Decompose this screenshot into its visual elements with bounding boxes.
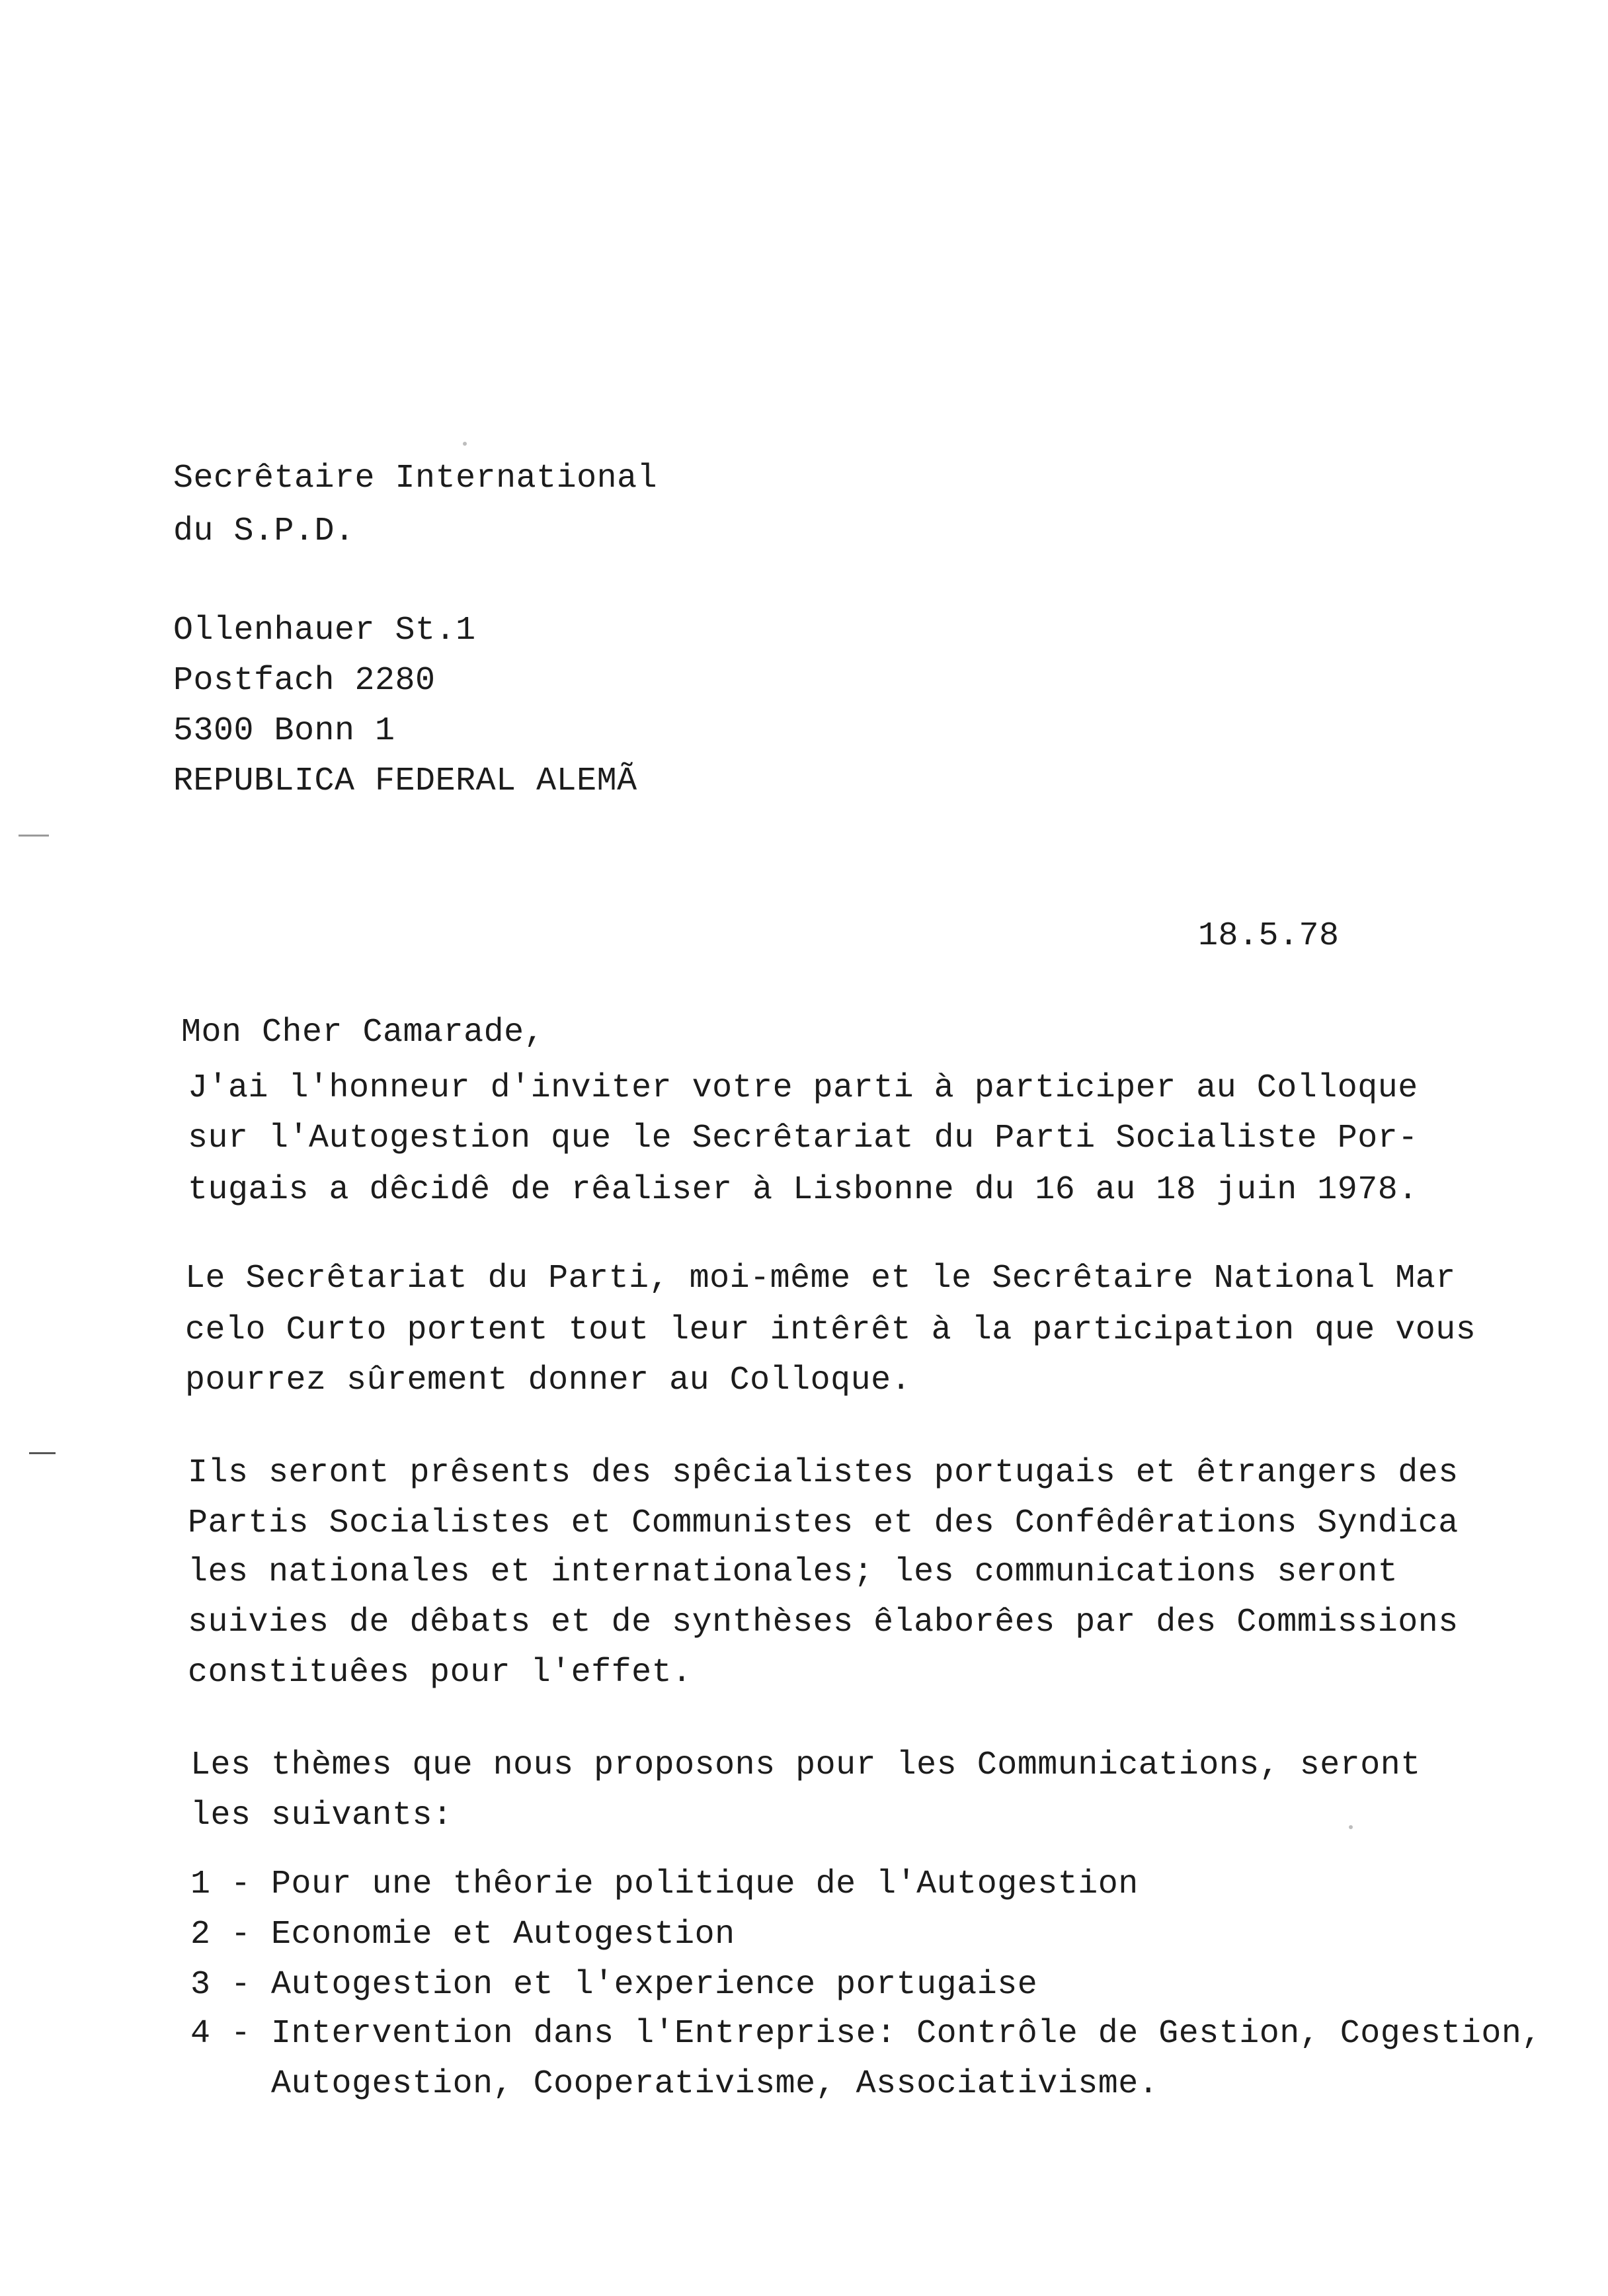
theme-item-3: 3 - Autogestion et l'experience portugaise bbox=[190, 1966, 1038, 2004]
theme-item-2: 2 - Economie et Autogestion bbox=[190, 1916, 735, 1953]
paragraph-1-line: sur l'Autogestion que le Secrêtariat du Parti Socialiste Por- bbox=[188, 1120, 1418, 1157]
recipient-line-2: du S.P.D. bbox=[173, 512, 355, 550]
paragraph-2-line: Le Secrêtariat du Parti, moi-même et le Secrêtaire National Mar bbox=[185, 1260, 1456, 1297]
theme-item-1: 1 - Pour une thêorie politique de l'Autogestion bbox=[190, 1866, 1139, 1903]
paragraph-3-line: Ils seront prêsents des spêcialistes portugais et êtrangers des bbox=[188, 1454, 1459, 1492]
address-line-3: 5300 Bonn 1 bbox=[173, 712, 395, 750]
scan-speck bbox=[463, 442, 467, 446]
paragraph-4-line: les suivants: bbox=[190, 1797, 453, 1834]
theme-item-4: 4 - Intervention dans l'Entreprise: Contrôle de Gestion, Cogestion, bbox=[190, 2015, 1542, 2053]
theme-item-4-continuation: Autogestion, Cooperativisme, Associativisme. bbox=[190, 2065, 1159, 2103]
paragraph-4-line: Les thèmes que nous proposons pour les Communications, seront bbox=[190, 1746, 1421, 1784]
paragraph-3-line: constituêes pour l'effet. bbox=[188, 1654, 692, 1692]
address-line-1: Ollenhauer St.1 bbox=[173, 612, 476, 649]
address-country: REPUBLICA FEDERAL ALEMÃ bbox=[173, 762, 637, 800]
margin-tick-mark bbox=[19, 835, 49, 837]
paragraph-1-line: tugais a dêcidê de rêaliser à Lisbonne du 16 au 18 juin 1978. bbox=[188, 1171, 1418, 1209]
salutation: Mon Cher Camarade, bbox=[181, 1014, 545, 1051]
margin-tick-mark bbox=[29, 1452, 56, 1454]
paragraph-2-line: celo Curto portent tout leur intêrêt à la participation que vous bbox=[185, 1311, 1476, 1349]
paragraph-3-line: les nationales et internationales; les communications seront bbox=[188, 1553, 1398, 1591]
address-line-2: Postfach 2280 bbox=[173, 662, 436, 700]
paragraph-2-line: pourrez sûrement donner au Colloque. bbox=[185, 1362, 912, 1399]
scan-speck bbox=[1349, 1825, 1353, 1829]
recipient-line-1: Secrêtaire International bbox=[173, 460, 658, 497]
paragraph-3-line: Partis Socialistes et Communistes et des Confêdêrations Syndica bbox=[188, 1504, 1459, 1542]
paragraph-1-line: J'ai l'honneur d'inviter votre parti à participer au Colloque bbox=[188, 1069, 1418, 1107]
paragraph-3-line: suivies de dêbats et de synthèses êlaborêes par des Commissions bbox=[188, 1604, 1459, 1641]
letter-date: 18.5.78 bbox=[1198, 917, 1340, 955]
